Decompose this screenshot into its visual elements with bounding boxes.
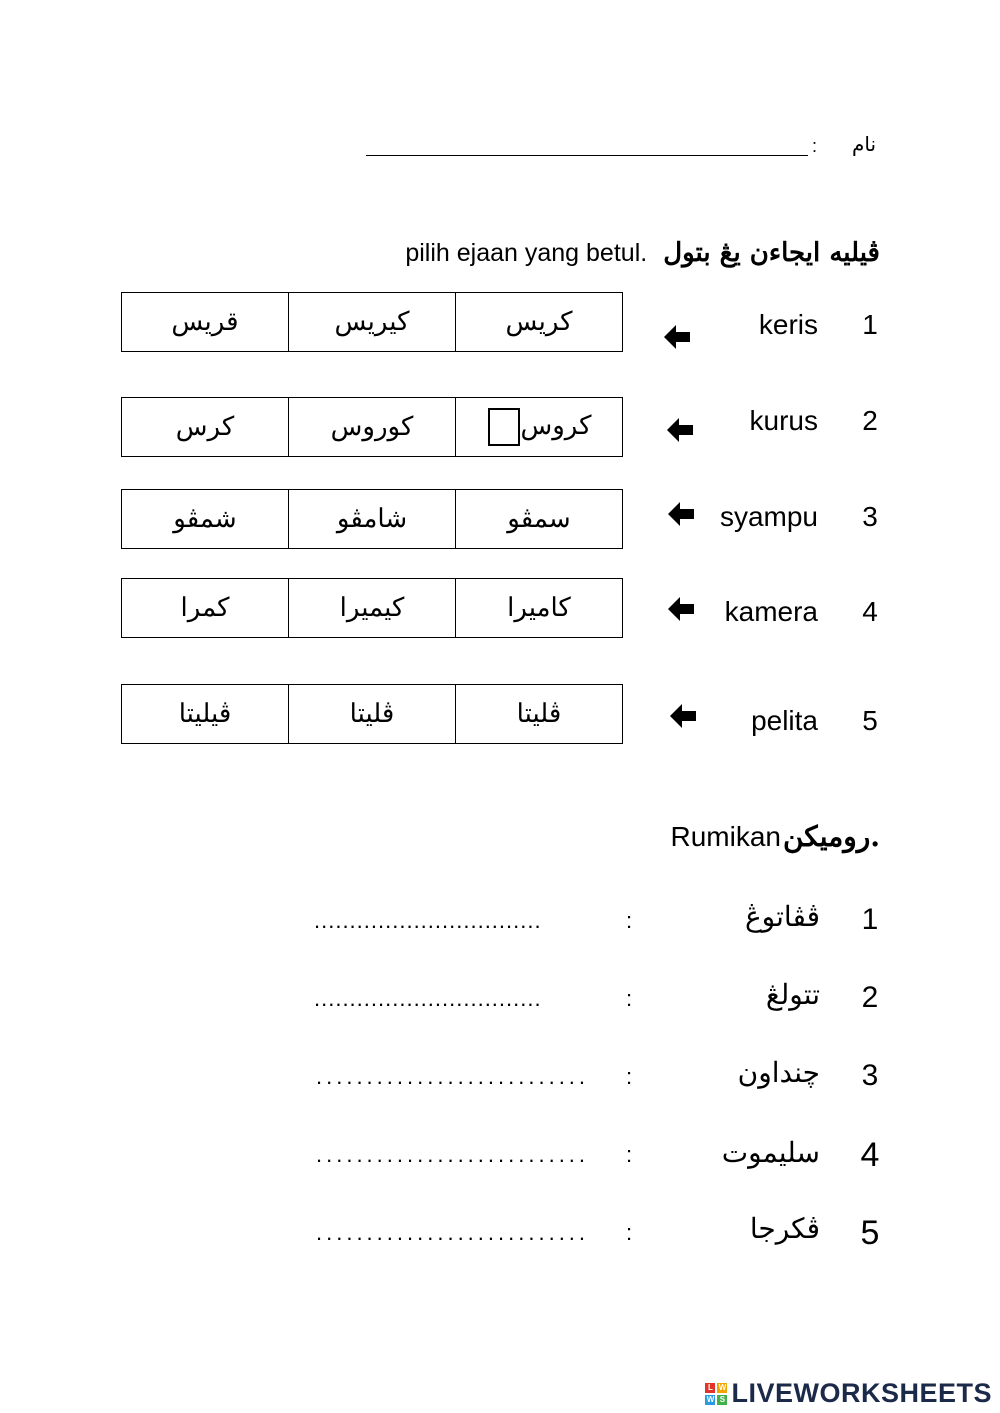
- rumikan-number-1: 1: [861, 903, 879, 936]
- question-word-5: pelita: [751, 705, 818, 736]
- option-5-a[interactable]: ڤليتا: [456, 685, 623, 744]
- section2-title-jawi: روميكن.: [782, 820, 880, 853]
- name-colon: :: [812, 136, 818, 156]
- rumikan-number-4: 4: [860, 1136, 880, 1174]
- section2-title-rumi: Rumikan: [670, 821, 781, 852]
- option-3-c[interactable]: شمڤو: [122, 490, 289, 549]
- rumikan-answer-3[interactable]: ...........................: [316, 1064, 590, 1089]
- question-number-3: 3: [862, 501, 878, 532]
- option-3-a[interactable]: سمڤو: [456, 490, 623, 549]
- rumikan-word-3: چنداون: [737, 1056, 820, 1089]
- rumikan-word-1: ڤڤاتوڠ: [744, 900, 820, 933]
- section1-title-jawi: ڤيليه ايجاءن يڠ بتول: [663, 238, 880, 268]
- rumikan-answer-5[interactable]: ...........................: [316, 1220, 590, 1245]
- rumikan-number-3: 3: [861, 1059, 879, 1092]
- name-input-line[interactable]: [366, 155, 808, 156]
- logo-block: L: [705, 1383, 715, 1393]
- section1-title: [405, 238, 880, 268]
- rumikan-number-5: 5: [860, 1214, 880, 1252]
- question-word-3: syampu: [719, 501, 818, 532]
- option-2-b[interactable]: كوروس: [289, 398, 456, 457]
- option-3-b[interactable]: شامڤو: [289, 490, 456, 549]
- options-table-1: [121, 292, 623, 352]
- rumikan-colon-3: :: [626, 1064, 633, 1089]
- option-2-c[interactable]: كرس: [122, 398, 289, 457]
- rumikan-word-4: سليموت: [721, 1136, 820, 1169]
- option-1-b[interactable]: كيريس: [289, 293, 456, 352]
- option-4-a[interactable]: كاميرا: [456, 579, 623, 638]
- option-1-a[interactable]: كريس: [456, 293, 623, 352]
- option-4-b[interactable]: كيميرا: [289, 579, 456, 638]
- options-table-5: [121, 684, 623, 744]
- rumikan-answer-2[interactable]: ................................: [314, 986, 542, 1011]
- answer-checkbox[interactable]: [488, 408, 520, 446]
- rumikan-colon-1: :: [626, 908, 633, 933]
- rumikan-colon-4: :: [626, 1142, 633, 1167]
- question-number-5: 5: [862, 705, 878, 736]
- logo-block: W: [706, 1394, 715, 1404]
- logo-blocks-icon: [705, 1383, 727, 1405]
- section2-title: [670, 820, 880, 853]
- option-2-a-text: كروس: [520, 411, 592, 441]
- option-5-c[interactable]: ڤيليتا: [122, 685, 289, 744]
- option-1-c[interactable]: قريس: [122, 293, 289, 352]
- option-5-b[interactable]: ڤليتا: [289, 685, 456, 744]
- rumikan-answer-4[interactable]: ...........................: [316, 1142, 590, 1167]
- options-table-2: [121, 397, 623, 457]
- rumikan-colon-2: :: [626, 986, 633, 1011]
- question-word-4: kamera: [724, 596, 818, 627]
- option-4-c[interactable]: كمرا: [122, 579, 289, 638]
- rumikan-number-2: 2: [861, 981, 879, 1014]
- name-label: نام: [852, 134, 877, 156]
- question-word-2: kurus: [749, 405, 818, 436]
- options-table-3: [121, 489, 623, 549]
- rumikan-word-5: ڤكرجا: [749, 1212, 820, 1245]
- rumikan-colon-5: :: [626, 1220, 633, 1245]
- question-word-1: keris: [758, 309, 818, 340]
- section1-title-rumi: pilih ejaan yang betul.: [405, 239, 648, 267]
- liveworksheets-logo: [705, 1378, 992, 1409]
- options-table-4: [121, 578, 623, 638]
- option-2-a[interactable]: [456, 398, 623, 457]
- logo-block: S: [717, 1395, 727, 1405]
- question-number-4: 4: [862, 596, 878, 627]
- logo-block: W: [718, 1382, 727, 1392]
- rumikan-answer-1[interactable]: ................................: [314, 908, 542, 933]
- logo-text: LIVEWORKSHEETS: [731, 1378, 992, 1408]
- question-number-2: 2: [862, 405, 878, 436]
- question-number-1: 1: [862, 309, 878, 340]
- rumikan-word-2: تتولڠ: [765, 978, 820, 1011]
